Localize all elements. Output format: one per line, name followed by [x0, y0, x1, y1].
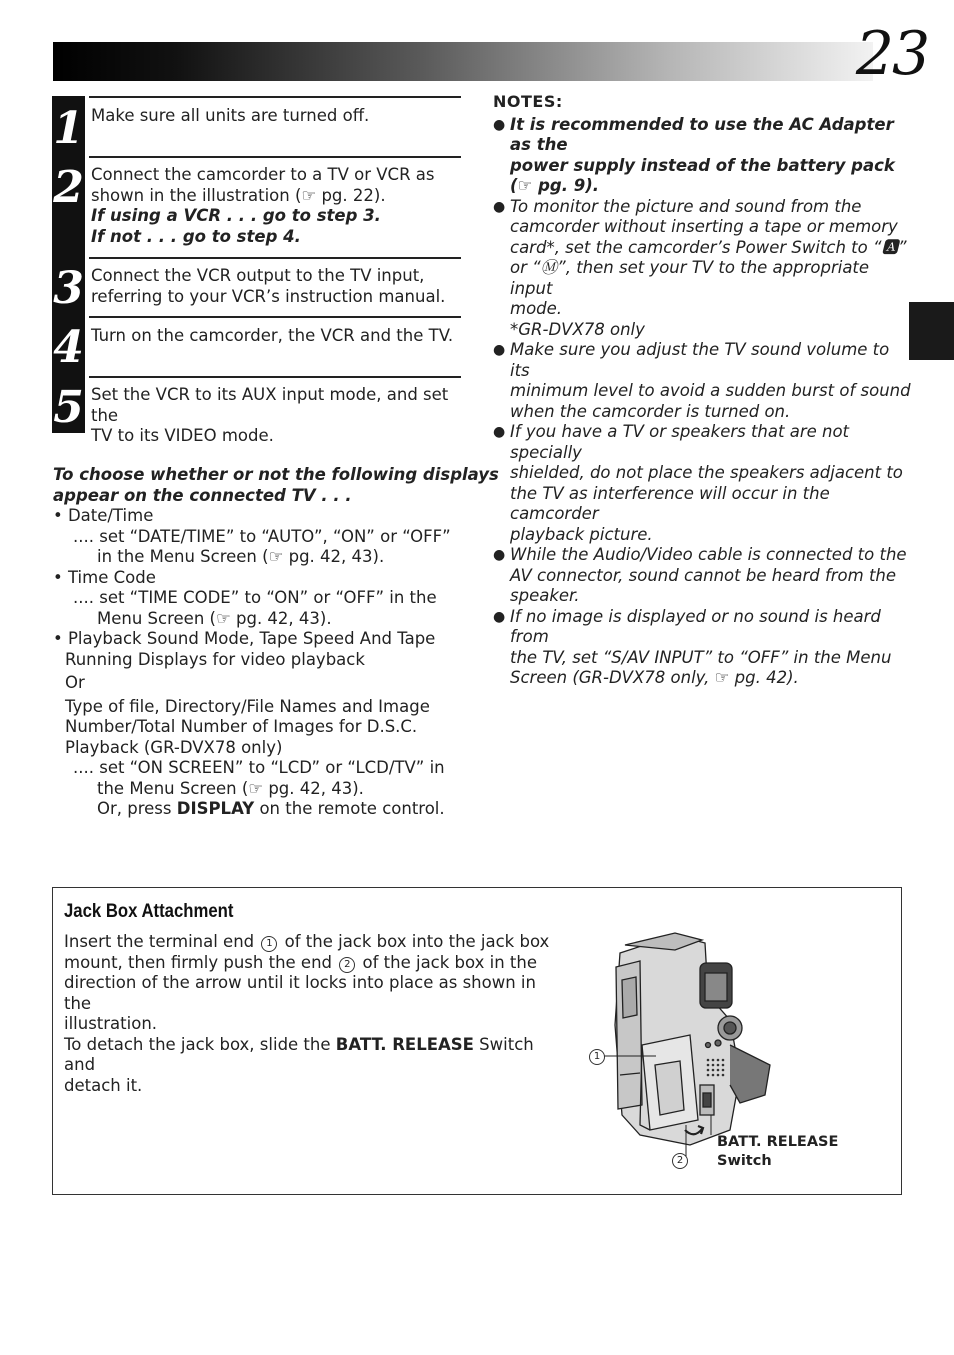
step-divider	[89, 376, 461, 378]
step-number-1: 1	[53, 103, 84, 154]
display-item-text: Menu Screen (☞ pg. 42, 43).	[97, 608, 332, 628]
display-item-text: the Menu Screen (☞ pg. 42, 43).	[97, 778, 364, 798]
header-gradient-bar	[53, 42, 873, 81]
step-line-bold: If using a VCR . . . go to step 3.	[91, 206, 381, 225]
callout-1: 1	[589, 1049, 605, 1065]
note-item	[493, 545, 911, 607]
displays-heading: To choose whether or not the following displays	[53, 465, 499, 484]
note-line: While the Audio/Video cable is connected to the	[510, 545, 907, 564]
step-line: Connect the VCR output to the TV input,	[91, 266, 425, 285]
note-line: Screen (GR-DVX78 only, ☞ pg. 42).	[510, 668, 799, 687]
text-run: on the remote control.	[254, 799, 445, 818]
step-line-bold: If not . . . go to step 4.	[91, 226, 301, 246]
note-line: the TV as interference will occur in the camcorder	[510, 483, 830, 523]
note-line: minimum level to avoid a sudden burst of sound	[510, 381, 911, 400]
text-run: Insert the terminal end	[64, 932, 260, 951]
displays-heading: appear on the connected TV . . .	[53, 485, 352, 505]
note-line: camcorder without inserting a tape or memory	[510, 217, 898, 236]
note-line: or “Ⓜ”, then set your TV to the appropriate input	[510, 258, 870, 298]
display-item-date-time: • Date/Time	[53, 506, 154, 525]
step-line: referring to your VCR’s instruction manual.	[91, 286, 446, 306]
jack-line: detach it.	[64, 1075, 143, 1095]
step-line: Connect the camcorder to a TV or VCR as	[91, 165, 435, 184]
text-run: To detach the jack box, slide the	[64, 1034, 336, 1054]
note-line: mode.	[510, 299, 563, 318]
step-3-text	[91, 266, 463, 307]
step-divider	[89, 257, 461, 259]
note-line: power supply instead of the battery pack	[510, 155, 895, 175]
label-line: Switch	[717, 1153, 772, 1169]
notes-section	[493, 92, 911, 689]
note-line: (☞ pg. 9).	[510, 176, 600, 195]
display-item-text: .... set “DATE/TIME” to “AUTO”, “ON” or “OFF”	[73, 526, 451, 546]
step-5-text	[91, 385, 463, 447]
text-run: of the jack box in the	[357, 952, 537, 972]
batt-release-name: BATT. RELEASE	[335, 1034, 474, 1054]
display-item-text: .... set “TIME CODE” to “ON” or “OFF” in the	[73, 588, 437, 607]
display-item-text: Number/Total Number of Images for D.S.C.	[65, 717, 418, 736]
jack-line: illustration.	[64, 1014, 158, 1033]
bullet-icon: ●	[493, 424, 506, 440]
step-number-2: 2	[53, 162, 84, 213]
note-line: It is recommended to use the AC Adapter as the	[510, 114, 894, 154]
note-line: If you have a TV or speakers that are not specially	[510, 422, 850, 462]
bullet-icon: ●	[493, 198, 506, 215]
display-button-name: DISPLAY	[176, 799, 255, 818]
step-line: Set the VCR to its AUX input mode, and set the	[91, 385, 449, 425]
bullet-icon: ●	[493, 342, 506, 358]
note-item	[493, 607, 911, 689]
note-line: Make sure you adjust the TV sound volume to its	[510, 340, 890, 380]
note-line: AV connector, sound cannot be heard from the	[510, 565, 897, 585]
note-line: shielded, do not place the speakers adjacent to	[510, 463, 903, 482]
jack-line	[64, 953, 554, 974]
step-divider	[89, 156, 461, 158]
display-item-time-code: • Time Code	[53, 567, 156, 587]
note-item	[493, 115, 911, 197]
note-line: card*, set the camcorder’s Power Switch to “🅰”	[510, 237, 907, 257]
bullet-icon: ●	[493, 116, 506, 133]
circled-number-2: 2	[339, 957, 355, 973]
text-run: of the jack box into the jack box	[279, 932, 550, 951]
note-line: speaker.	[510, 586, 580, 605]
step-divider	[89, 316, 461, 318]
display-item-text: Running Displays for video playback	[65, 649, 365, 669]
step-line: TV to its VIDEO mode.	[91, 426, 274, 445]
text-run: Switch and	[64, 1034, 534, 1074]
jack-line: direction of the arrow until it locks into place as shown in the	[64, 973, 536, 1013]
bullet-icon: ●	[493, 547, 506, 563]
displays-section	[53, 465, 499, 820]
circled-number-1: 1	[261, 936, 277, 952]
text-run: Or, press	[97, 799, 177, 818]
step-line: Make sure all units are turned off.	[91, 106, 370, 125]
step-1-text	[91, 106, 463, 127]
step-line: Turn on the camcorder, the VCR and the TV.	[91, 326, 454, 345]
step-number-5: 5	[53, 382, 84, 433]
step-4-text	[91, 326, 463, 347]
display-or: Or	[65, 673, 85, 692]
jack-box-instructions	[64, 932, 554, 1096]
note-line: playback picture.	[510, 524, 653, 544]
step-line: shown in the illustration (☞ pg. 22).	[91, 185, 386, 205]
display-item-text: in the Menu Screen (☞ pg. 42, 43).	[97, 547, 385, 566]
label-line: BATT. RELEASE	[717, 1134, 839, 1150]
step-2-text	[91, 165, 463, 247]
note-line: when the camcorder is turned on.	[510, 401, 791, 421]
display-item-playback: • Playback Sound Mode, Tape Speed And Tape	[53, 629, 436, 648]
callout-2: 2	[672, 1153, 688, 1169]
step-number-4: 4	[53, 322, 84, 373]
page-number: 23	[855, 19, 929, 89]
display-item-text	[53, 799, 473, 820]
bullet-icon: ●	[493, 608, 506, 625]
text-run: mount, then firmly push the end	[64, 952, 338, 972]
notes-title: NOTES:	[493, 92, 563, 111]
jack-line	[64, 932, 554, 953]
step-number-3: 3	[53, 263, 84, 314]
note-item	[493, 422, 911, 545]
display-item-text: .... set “ON SCREEN” to “LCD” or “LCD/TV” in	[73, 758, 445, 777]
note-line: To monitor the picture and sound from the	[510, 196, 862, 216]
batt-release-switch-label	[717, 1133, 838, 1171]
jack-box-title: Jack Box Attachment	[64, 901, 234, 922]
jack-line	[64, 1035, 554, 1076]
display-item-text: Playback (GR-DVX78 only)	[65, 737, 283, 757]
step-divider	[89, 96, 461, 98]
section-tab-marker	[909, 302, 954, 360]
note-item	[493, 197, 911, 341]
display-item-text: Type of file, Directory/File Names and Image	[65, 696, 430, 716]
note-line: *GR-DVX78 only	[510, 319, 645, 339]
note-line: the TV, set “S/AV INPUT” to “OFF” in the Menu	[510, 647, 892, 667]
note-line: If no image is displayed or no sound is heard from	[510, 606, 881, 646]
note-item	[493, 340, 911, 422]
